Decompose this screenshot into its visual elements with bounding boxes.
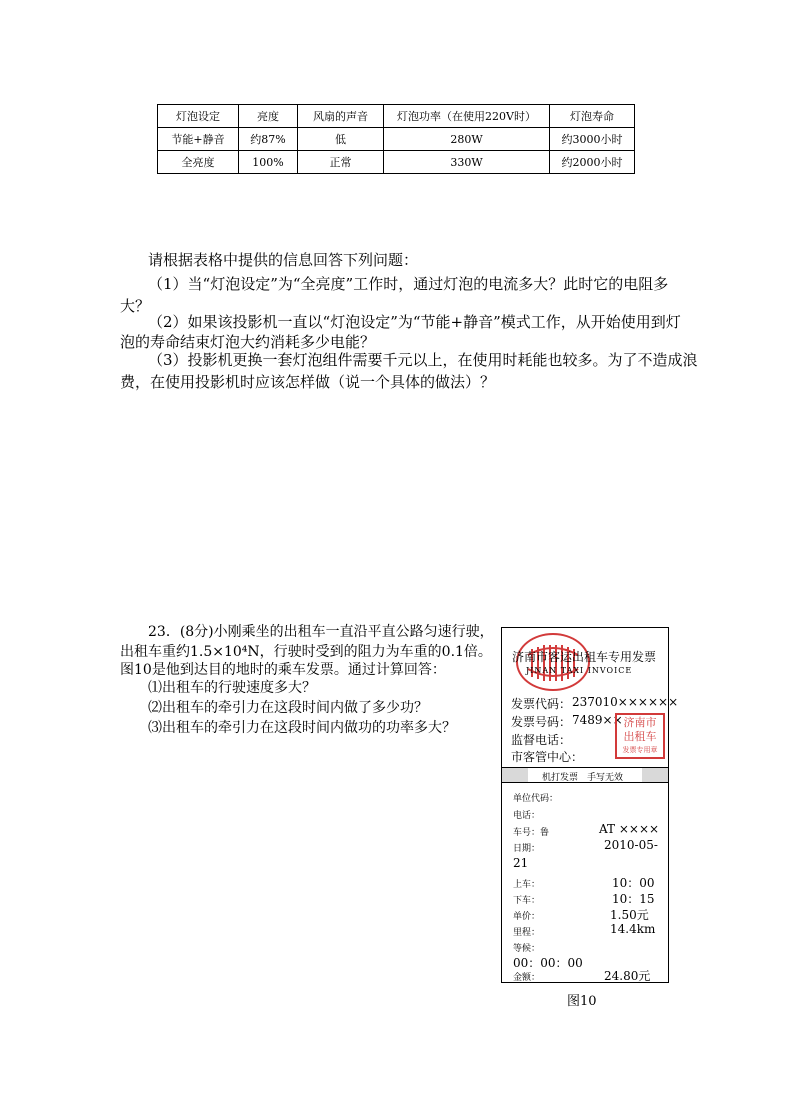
table-cell: 约2000小时 [550,151,635,174]
car-label: 车号：鲁 [513,828,550,838]
invoice-code-value: 237010×××××× [572,695,679,709]
invoice-number-value: 7489×× [572,713,623,727]
taxi-invoice [501,627,679,983]
invoice-subtitle: JINAN TAXI INVOICE [526,666,633,675]
table-row [158,128,635,151]
mileage-value: 14.4km [610,922,656,936]
table-cell: 330W [384,151,550,174]
problem-23-sub-3: ⑶出租车的牵引力在这段时间内做功的功率多大？ [148,720,456,736]
boarding-label: 上车： [513,880,541,890]
question-1-line-2: 大？ [120,297,151,315]
question-3-line-2: 费，在使用投影机时应该怎样做（说一个具体的做法）？ [120,373,496,391]
question-1-line-1: （1）当“灯泡设定”为“全亮度”工作时，通过灯泡的电流多大？此时它的电阻多 [148,275,669,293]
table-header-row [158,105,635,128]
invoice-stamp [615,713,665,759]
table-row [158,151,635,174]
problem-23-sub-1: ⑴出租车的行驶速度多大？ [148,680,316,696]
unit-code-label: 单位代码： [513,794,559,804]
band-text: 机打发票 手写无效 [542,773,624,783]
invoice-band [502,767,668,783]
stamp-line-2: 出租车 [623,730,657,743]
table-header-cell: 风扇的声音 [298,105,384,128]
table-header-cell: 亮度 [239,105,298,128]
table-cell: 约87% [239,128,298,151]
stamp-line-3: 发票专用章 [622,746,658,754]
lamp-spec-table [157,104,635,174]
amount-label: 金额： [513,973,541,983]
question-2-line-2: 泡的寿命结束灯泡大约消耗多少电能？ [120,333,376,351]
table-header-cell: 灯泡功率（在使用220V时） [384,105,550,128]
car-value: AT ×××× [599,822,660,836]
invoice-office-label: 市客管中心： [511,750,584,764]
band-shade-left [502,768,528,782]
invoice-phone-label: 监督电话： [511,733,572,747]
problem-23-line-2: 出租车重约1.5×10⁴N，行驶时受到的阻力为车重的0.1倍。 [120,644,492,660]
date-label: 日期： [513,844,541,854]
figure-caption: 图10 [567,994,597,1009]
table-cell: 低 [298,128,384,151]
unit-price-label: 单价： [513,912,541,922]
table-header-cell: 灯泡寿命 [550,105,635,128]
date-value: 2010-05- [604,838,658,852]
question-3-line-1: （3）投影机更换一套灯泡组件需要千元以上，在使用时耗能也较多。为了不造成浪 [148,351,698,369]
alighting-label: 下车： [513,896,541,906]
stamp-line-1: 济南市 [623,716,657,729]
table-cell: 节能+静音 [158,128,239,151]
problem-23-sub-2: ⑵出租车的牵引力在这段时间内做了多少功？ [148,700,428,716]
boarding-time: 10：00 [612,876,655,890]
mileage-label: 里程： [513,928,541,938]
tel-label: 电话： [513,811,541,821]
alighting-time: 10：15 [612,892,655,906]
waiting-label: 等候： [513,944,541,954]
table-cell: 全亮度 [158,151,239,174]
unit-price-value: 1.50元 [610,908,649,922]
invoice-number-label: 发票号码： [511,715,572,729]
questions-intro: 请根据表格中提供的信息回答下列问题： [148,251,419,269]
table-cell: 100% [239,151,298,174]
date-value-cont: 21 [513,856,529,870]
problem-23-line-1: 23．(8分)小刚乘坐的出租车一直沿平直公路匀速行驶， [148,624,494,640]
table-cell: 280W [384,128,550,151]
invoice-title: 济南市客运出租车专用发票 [512,650,657,664]
table-header-cell: 灯泡设定 [158,105,239,128]
waiting-value: 00：00：00 [513,956,583,970]
amount-value: 24.80元 [604,969,651,983]
problem-23-line-3: 图10是他到达目的地时的乘车发票。通过计算回答： [120,662,446,678]
band-shade-right [642,768,668,782]
question-2-line-1: （2）如果该投影机一直以“灯泡设定”为“节能+静音”模式工作，从开始使用到灯 [148,313,681,331]
invoice-code-label: 发票代码： [511,697,572,711]
table-cell: 正常 [298,151,384,174]
table-cell: 约3000小时 [550,128,635,151]
